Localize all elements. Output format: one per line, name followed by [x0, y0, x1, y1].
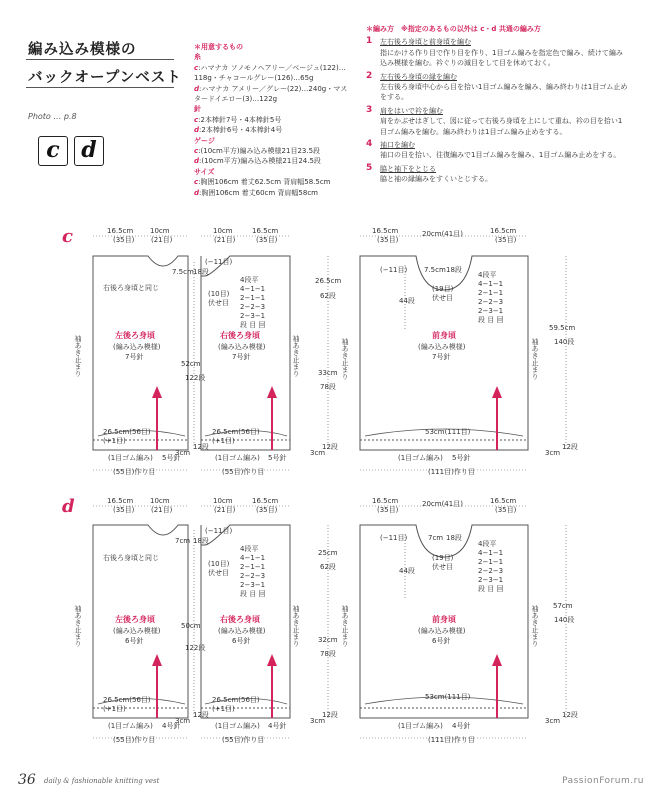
svg-text:7cm: 7cm — [175, 537, 191, 545]
svg-text:(55目)作り目: (55目)作り目 — [222, 736, 265, 744]
svg-text:4−1−1: 4−1−1 — [240, 554, 266, 562]
svg-text:78段: 78段 — [320, 383, 336, 391]
svg-text:26.5cm(56目): 26.5cm(56目) — [103, 696, 151, 704]
svg-text:袖あき止まり: 袖あき止まり — [292, 335, 300, 377]
svg-text:3cm: 3cm — [310, 449, 326, 457]
svg-text:(19目): (19目) — [432, 554, 454, 562]
svg-text:(編み込み模様): (編み込み模様) — [418, 343, 466, 351]
needle-d: d:2本棒針6号・4本棒針4号 — [194, 126, 283, 135]
svg-text:50cm: 50cm — [181, 622, 201, 630]
svg-text:袖あき止まり: 袖あき止まり — [74, 605, 82, 647]
svg-text:25cm: 25cm — [318, 549, 338, 557]
svg-text:(111目)作り目: (111目)作り目 — [428, 468, 475, 476]
svg-text:(10目): (10目) — [208, 290, 230, 298]
svg-text:20cm(41目): 20cm(41目) — [422, 500, 463, 508]
yarn-d: d:ハマナカ アメリー／グレー(22)…240g・マスタードイエロー(3)…122g — [194, 84, 348, 104]
svg-text:3cm: 3cm — [175, 449, 191, 457]
svg-text:右後ろ身頃と同じ: 右後ろ身頃と同じ — [103, 554, 159, 562]
svg-text:16.5cm: 16.5cm — [252, 227, 279, 235]
svg-text:140段: 140段 — [554, 616, 575, 624]
step-3: 3 肩をはいで衿を編む 肩をかぶせはぎして、図に従って右後ろ身頃を上にして重ね、衿の目を拾い1目ゴム編みを編む。編み終わりは1目ゴム編み止めをする。 — [366, 104, 623, 136]
svg-text:10cm: 10cm — [150, 227, 170, 235]
svg-text:7号針: 7号針 — [232, 353, 251, 361]
svg-text:伏せ目: 伏せ目 — [432, 294, 453, 302]
svg-text:(111目)作り目: (111目)作り目 — [428, 736, 475, 744]
svg-text:26.5cm: 26.5cm — [315, 277, 342, 285]
svg-text:(55目)作り目: (55目)作り目 — [113, 468, 156, 476]
svg-text:(編み込み模様): (編み込み模様) — [113, 343, 161, 351]
svg-text:2−3−1: 2−3−1 — [478, 307, 504, 315]
svg-text:140段: 140段 — [554, 338, 575, 346]
watermark: PassionForum.ru — [562, 776, 644, 786]
svg-text:5号針: 5号針 — [452, 454, 471, 462]
svg-text:2−1−1: 2−1−1 — [478, 289, 504, 297]
step-1: 1 左右後ろ身頃と前身頃を編む 指にかける作り目で作り目を作り、1目ゴム編みを指定色で編み、続けて編み込み模様を編む。衿ぐりの減目をして目を休めておく。 — [366, 36, 623, 68]
section-label-d: d — [62, 496, 75, 517]
svg-text:6号針: 6号針 — [125, 637, 144, 645]
photo-reference: Photo … p.8 — [28, 112, 77, 121]
svg-text:袖あき止まり: 袖あき止まり — [74, 335, 82, 377]
svg-text:122段: 122段 — [185, 644, 206, 652]
svg-text:(35目): (35目) — [495, 236, 517, 244]
svg-text:62段: 62段 — [320, 292, 336, 300]
svg-text:(10目): (10目) — [208, 560, 230, 568]
svg-text:2−3−1: 2−3−1 — [240, 312, 266, 320]
svg-text:(55目)作り目: (55目)作り目 — [222, 468, 265, 476]
svg-text:20cm(41目): 20cm(41目) — [422, 230, 463, 238]
svg-text:3cm: 3cm — [545, 449, 561, 457]
svg-text:(−11目): (−11目) — [205, 258, 233, 266]
book-title: daily & fashionable knitting vest — [44, 777, 160, 785]
svg-text:(21目): (21目) — [214, 506, 236, 514]
svg-text:12段: 12段 — [562, 443, 578, 451]
svg-text:(21目): (21目) — [214, 236, 236, 244]
svg-text:4号針: 4号針 — [452, 722, 471, 730]
svg-text:5号針: 5号針 — [268, 454, 287, 462]
svg-text:4段平: 4段平 — [478, 540, 497, 548]
gauge-d: d:(10cm平方)編み込み模様21目24.5段 — [194, 157, 321, 166]
svg-text:12段: 12段 — [322, 711, 338, 719]
svg-text:16.5cm: 16.5cm — [372, 227, 399, 235]
svg-text:32cm: 32cm — [318, 636, 338, 644]
gauge-label: ゲージ — [194, 136, 215, 145]
svg-text:袖あき止まり: 袖あき止まり — [292, 605, 300, 647]
svg-text:前身頃: 前身頃 — [432, 331, 456, 340]
svg-text:(35目): (35目) — [256, 506, 278, 514]
yarn-c: c:ハマナカ ソノモノヘアリー／ベージュ(122)…118g・チャコールグレー(126)…65g — [194, 63, 346, 83]
svg-text:2−2−3: 2−2−3 — [240, 303, 266, 311]
size-label: サイズ — [194, 167, 215, 176]
svg-text:52cm: 52cm — [181, 360, 201, 368]
needle-c: c:2本棒針7号・4本棒針5号 — [194, 115, 282, 124]
svg-text:10cm: 10cm — [150, 497, 170, 505]
svg-text:4号針: 4号針 — [162, 722, 181, 730]
svg-text:33cm: 33cm — [318, 369, 338, 377]
svg-text:10cm: 10cm — [213, 497, 233, 505]
svg-text:(−11目): (−11目) — [380, 534, 408, 542]
svg-text:5号針: 5号針 — [162, 454, 181, 462]
svg-text:4−1−1: 4−1−1 — [478, 280, 504, 288]
svg-text:2−1−1: 2−1−1 — [478, 558, 504, 566]
needle-label: 針 — [194, 105, 201, 114]
svg-text:袖あき止まり: 袖あき止まり — [531, 605, 539, 647]
svg-text:18段: 18段 — [193, 537, 209, 545]
svg-text:(35目): (35目) — [113, 506, 135, 514]
svg-text:6号針: 6号針 — [232, 637, 251, 645]
svg-text:7号針: 7号針 — [125, 353, 144, 361]
yarn-label: 糸 — [194, 53, 201, 62]
svg-text:2−1−1: 2−1−1 — [240, 563, 266, 571]
svg-text:伏せ目: 伏せ目 — [208, 299, 229, 307]
page-number: 36 — [18, 772, 36, 788]
svg-text:段 目 回: 段 目 回 — [478, 316, 504, 324]
svg-text:7.5cm: 7.5cm — [424, 266, 446, 274]
svg-text:袖あき止まり: 袖あき止まり — [341, 338, 349, 380]
svg-text:(−11目): (−11目) — [205, 527, 233, 535]
size-c: c:胸囲106cm 着丈62.5cm 背肩幅58.5cm — [194, 178, 331, 187]
svg-text:袖あき止まり: 袖あき止まり — [531, 338, 539, 380]
svg-text:右後ろ身頃と同じ: 右後ろ身頃と同じ — [103, 284, 159, 292]
instructions-heading: ＊編み方 ※指定のあるもの以外は c・d 共通の編み方 — [366, 25, 541, 33]
svg-text:16.5cm: 16.5cm — [490, 497, 517, 505]
svg-text:122段: 122段 — [185, 374, 206, 382]
svg-text:2−2−3: 2−2−3 — [478, 567, 504, 575]
svg-text:(35目): (35目) — [113, 236, 135, 244]
variant-badge-c: c — [38, 136, 68, 166]
svg-text:(35目): (35目) — [377, 236, 399, 244]
svg-text:(19目): (19目) — [432, 285, 454, 293]
svg-text:18段: 18段 — [446, 266, 462, 274]
svg-text:44段: 44段 — [399, 567, 415, 575]
svg-text:右後ろ身頃: 右後ろ身頃 — [220, 331, 260, 340]
svg-text:(1目ゴム編み): (1目ゴム編み) — [215, 722, 260, 730]
section-label-c: c — [62, 226, 73, 247]
svg-text:2−3−1: 2−3−1 — [240, 581, 266, 589]
svg-text:4号針: 4号針 — [268, 722, 287, 730]
page-title-line2: バックオープンベスト — [28, 70, 182, 86]
svg-text:7号針: 7号針 — [432, 353, 451, 361]
svg-text:18段: 18段 — [193, 268, 209, 276]
svg-text:12段: 12段 — [193, 711, 209, 719]
svg-text:左後ろ身頃: 左後ろ身頃 — [115, 331, 155, 340]
step-2: 2 左右後ろ身頃の縁を編む 左右後ろ身頃中心から目を拾い1目ゴム編みを編み、編み終わりは1目ゴム止めをする。 — [366, 70, 628, 102]
svg-text:(+1目): (+1目) — [103, 705, 126, 713]
svg-text:右後ろ身頃: 右後ろ身頃 — [220, 615, 260, 624]
svg-text:(1目ゴム編み): (1目ゴム編み) — [215, 454, 260, 462]
svg-text:段 目 回: 段 目 回 — [240, 321, 266, 329]
svg-text:(21目): (21目) — [151, 236, 173, 244]
svg-text:2−2−3: 2−2−3 — [240, 572, 266, 580]
svg-text:10cm: 10cm — [213, 227, 233, 235]
svg-text:12段: 12段 — [193, 443, 209, 451]
svg-text:(−11目): (−11目) — [380, 266, 408, 274]
svg-text:53cm(111目): 53cm(111目) — [425, 428, 471, 436]
variant-badge-d: d — [74, 136, 104, 166]
svg-text:4段平: 4段平 — [478, 271, 497, 279]
svg-text:(編み込み模様): (編み込み模様) — [218, 627, 266, 635]
svg-text:4段平: 4段平 — [240, 276, 259, 284]
svg-text:(1目ゴム編み): (1目ゴム編み) — [108, 454, 153, 462]
svg-text:3cm: 3cm — [545, 717, 561, 725]
svg-text:(21目): (21目) — [151, 506, 173, 514]
size-d: d:胸囲106cm 着丈60cm 背肩幅58cm — [194, 188, 319, 197]
svg-text:44段: 44段 — [399, 297, 415, 305]
materials-heading: ＊用意するもの — [194, 43, 243, 51]
svg-text:62段: 62段 — [320, 563, 336, 571]
svg-text:59.5cm: 59.5cm — [549, 324, 576, 332]
svg-text:伏せ目: 伏せ目 — [432, 563, 453, 571]
svg-text:2−1−1: 2−1−1 — [240, 294, 266, 302]
svg-text:伏せ目: 伏せ目 — [208, 569, 229, 577]
svg-text:段 目 回: 段 目 回 — [478, 585, 504, 593]
svg-text:53cm(111目): 53cm(111目) — [425, 693, 471, 701]
svg-text:(+1目): (+1目) — [212, 705, 235, 713]
svg-text:3cm: 3cm — [310, 717, 326, 725]
svg-text:7cm: 7cm — [428, 534, 444, 542]
svg-text:段 目 回: 段 目 回 — [240, 590, 266, 598]
svg-text:(35目): (35目) — [377, 506, 399, 514]
svg-text:2−2−3: 2−2−3 — [478, 298, 504, 306]
svg-text:(1目ゴム編み): (1目ゴム編み) — [398, 454, 443, 462]
step-5: 5 脇と袖下をとじる 脇と袖の縁編みをすくいとじする。 — [366, 162, 492, 184]
svg-text:4−1−1: 4−1−1 — [478, 549, 504, 557]
svg-text:(55目)作り目: (55目)作り目 — [113, 736, 156, 744]
svg-text:左後ろ身頃: 左後ろ身頃 — [115, 615, 155, 624]
svg-text:(+1目): (+1目) — [212, 437, 235, 445]
svg-text:4段平: 4段平 — [240, 545, 259, 553]
svg-text:前身頃: 前身頃 — [432, 615, 456, 624]
step-4: 4 袖口を編む 袖口の目を拾い、往復編みで1目ゴム編みを編み、1目ゴム編み止めをする。 — [366, 139, 621, 160]
svg-text:2−3−1: 2−3−1 — [478, 576, 504, 584]
svg-text:袖あき止まり: 袖あき止まり — [341, 605, 349, 647]
svg-text:(1目ゴム編み): (1目ゴム編み) — [108, 722, 153, 730]
svg-text:78段: 78段 — [320, 650, 336, 658]
svg-text:12段: 12段 — [322, 443, 338, 451]
svg-text:(35目): (35目) — [495, 506, 517, 514]
gauge-c: c:(10cm平方)編み込み模様21目23.5段 — [194, 147, 321, 156]
svg-text:57cm: 57cm — [553, 602, 573, 610]
svg-text:3cm: 3cm — [175, 717, 191, 725]
svg-text:7.5cm: 7.5cm — [172, 268, 194, 276]
svg-text:(編み込み模様): (編み込み模様) — [218, 343, 266, 351]
svg-text:(編み込み模様): (編み込み模様) — [113, 627, 161, 635]
svg-text:(1目ゴム編み): (1目ゴム編み) — [398, 722, 443, 730]
svg-text:16.5cm: 16.5cm — [107, 227, 134, 235]
svg-text:16.5cm: 16.5cm — [490, 227, 517, 235]
svg-text:6号針: 6号針 — [432, 637, 451, 645]
svg-text:18段: 18段 — [446, 534, 462, 542]
svg-text:26.5cm(56目): 26.5cm(56目) — [212, 428, 260, 436]
svg-text:4−1−1: 4−1−1 — [240, 285, 266, 293]
svg-text:26.5cm(56目): 26.5cm(56目) — [212, 696, 260, 704]
svg-text:(編み込み模様): (編み込み模様) — [418, 627, 466, 635]
svg-text:16.5cm: 16.5cm — [107, 497, 134, 505]
svg-text:(35目): (35目) — [256, 236, 278, 244]
svg-text:(+1目): (+1目) — [103, 437, 126, 445]
svg-text:16.5cm: 16.5cm — [372, 497, 399, 505]
page-title-line1: 編み込み模様の — [28, 42, 137, 58]
svg-text:12段: 12段 — [562, 711, 578, 719]
svg-text:16.5cm: 16.5cm — [252, 497, 279, 505]
svg-text:26.5cm(56目): 26.5cm(56目) — [103, 428, 151, 436]
